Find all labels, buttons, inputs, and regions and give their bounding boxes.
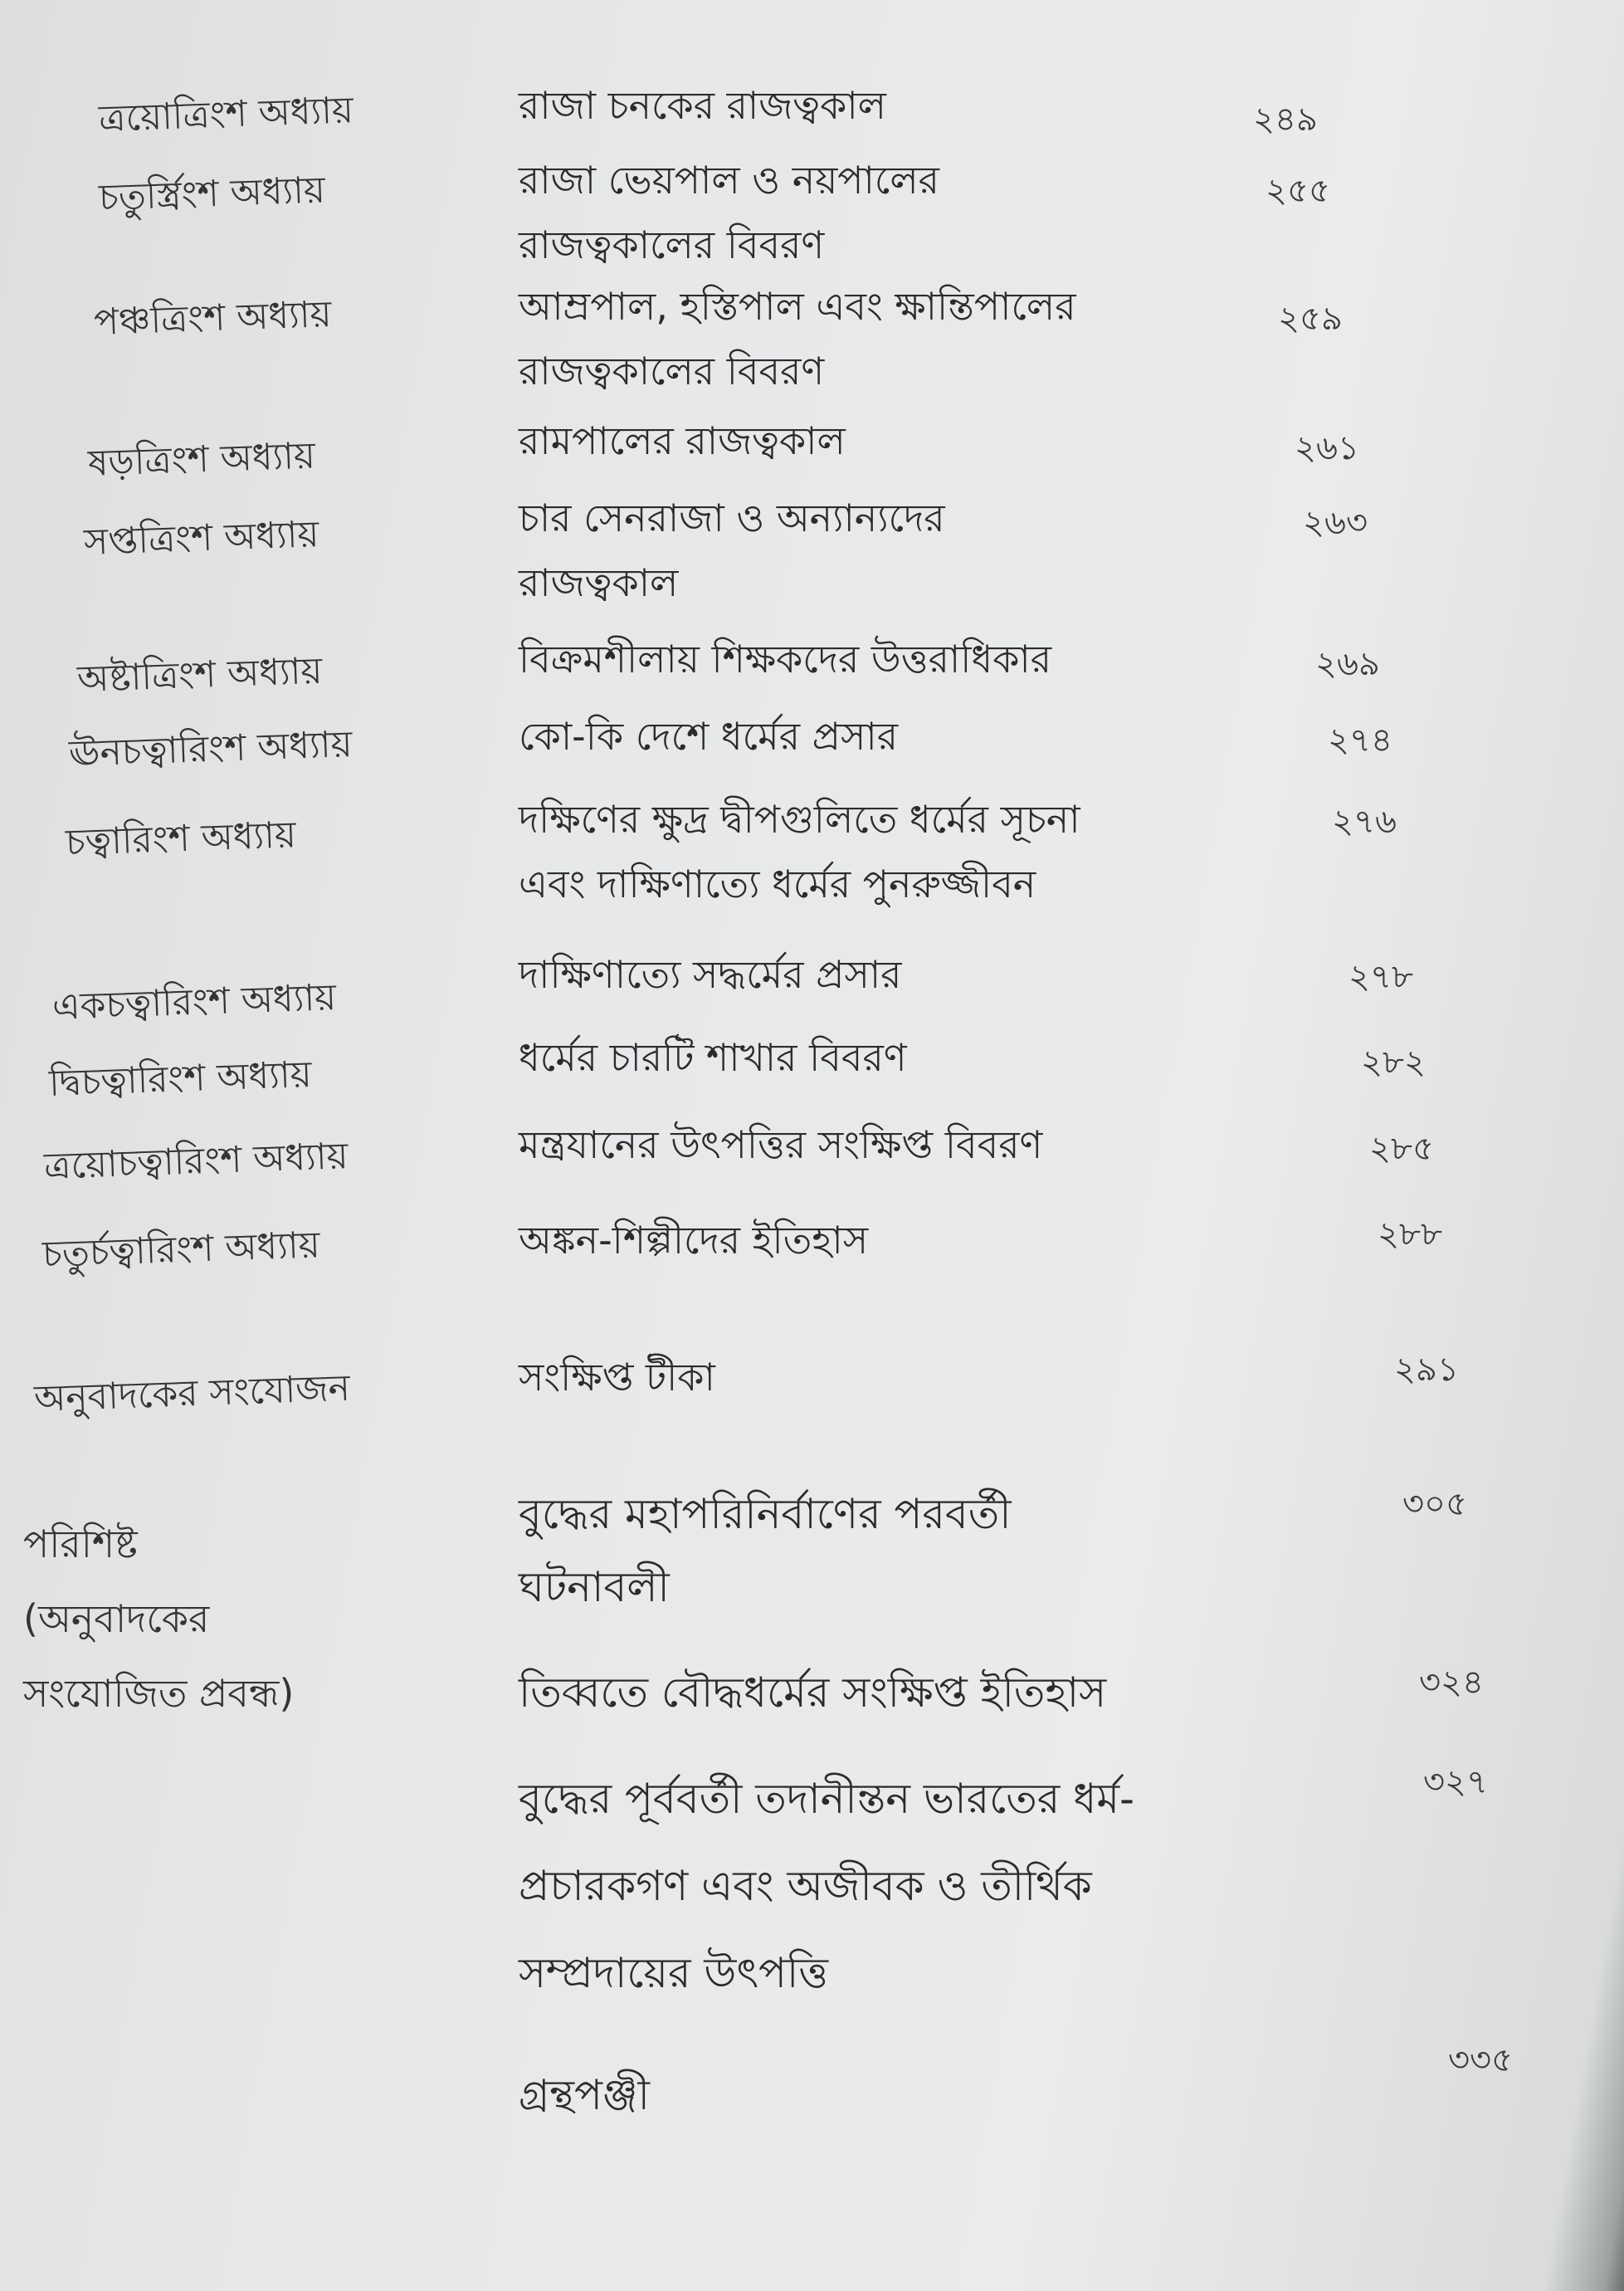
chapter-label: সপ্তত্রিংশ অধ্যায় [83,513,320,564]
page-number: ২৬৯ [1315,645,1380,683]
page-number: ২৭৬ [1332,803,1397,841]
chapter-title: কো-কি দেশে ধর্মের প্রসার [519,714,898,759]
page-number: ২৯১ [1394,1351,1459,1389]
page-number: ৩০৫ [1402,1485,1467,1523]
page-number: ২৭৮ [1348,958,1413,996]
appendix-label: পরিশিষ্ট (অনুবাদকের সংযোজিত প্রবন্ধ) [23,1522,295,1716]
page-number: ২৫৯ [1278,300,1343,338]
chapter-title: ধর্মের চারটি শাখার বিবরণ [519,1035,907,1080]
chapter-label: ত্রয়োত্রিংশ অধ্যায় [98,89,354,140]
chapter-title: মন্ত্রযানের উৎপত্তির সংক্ষিপ্ত বিবরণ [519,1122,1043,1167]
chapter-title: দক্ষিণের ক্ষুদ্র দ্বীপগুলিতে ধর্মের সূচনা এবং দাক্ষিণাত্যে ধর্মের পুনরুজ্জীবন [519,797,1080,906]
chapter-title: রাজা চনকের রাজত্বকাল [519,83,886,128]
chapter-label: ষড়ত্রিংশ অধ্যায় [87,434,316,485]
appendix-item-title: বুদ্ধের পূর্ববর্তী তদানীন্তন ভারতের ধর্ম- প্রচারকগণ এবং অজীবক ও তীর্থিক সম্প্রদায়ের উৎপত্তি [519,1775,1135,1997]
chapter-label: পঞ্চত্রিংশ অধ্যায় [93,292,333,344]
chapter-title: সংক্ষিপ্ত টীকা [519,1355,715,1400]
chapter-label: চতুর্চত্বারিংশ অধ্যায় [41,1224,321,1276]
chapter-title: চার সেনরাজা ও অন্যান্যদের রাজত্বকাল [519,496,945,605]
chapter-title: আম্রপাল, হস্তিপাল এবং ক্ষান্তিপালের রাজত্বকালের বিবরণ [519,284,1076,393]
page-number: ৩২৪ [1419,1663,1484,1702]
chapter-label: ঊনচত্বারিংশ অধ্যায় [68,723,354,775]
page-number: ২৮৮ [1378,1215,1442,1253]
page-number: ৩৩৫ [1448,2041,1513,2079]
page-number: ৩২৭ [1423,1763,1489,1801]
chapter-label: ত্রয়োচত্বারিংশ অধ্যায় [43,1135,349,1188]
chapter-label: একচত্বারিংশ অধ্যায় [51,976,337,1028]
appendix-item-title: গ্রন্থপঞ্জী [519,2071,650,2119]
page-number: ২৮৫ [1369,1130,1434,1168]
page-number: ২৪৯ [1253,100,1318,139]
chapter-title: রাজা ভেয়পাল ও নয়পালের রাজত্বকালের বিবরণ [519,158,939,267]
chapter-title: অঙ্কন-শিল্পীদের ইতিহাস [519,1218,869,1263]
page-number: ২৮২ [1361,1043,1426,1082]
page-number: ২৭৪ [1328,721,1392,760]
appendix-item-title: বুদ্ধের মহাপরিনির্বাণের পরবর্তী ঘটনাবলী [519,1490,1012,1611]
chapter-title: দাক্ষিণাত্যে সদ্ধর্মের প্রসার [519,952,902,997]
chapter-title: রামপালের রাজত্বকাল [519,418,846,463]
chapter-label: চত্বারিংশ অধ্যায় [65,813,297,864]
chapter-title: বিক্রমশীলায় শিক্ষকদের উত্তরাধিকার [519,637,1052,681]
page-number: ২৫৫ [1266,172,1330,210]
appendix-item-title: তিব্বতে বৌদ্ধধর্মের সংক্ষিপ্ত ইতিহাস [519,1668,1107,1717]
appendix-heading: অনুবাদকের সংযোজন [33,1366,351,1420]
page-number: ২৬১ [1295,429,1359,467]
page-number: ২৬৩ [1303,504,1368,542]
chapter-label: অষ্টাত্রিংশ অধ্যায় [76,649,324,701]
chapter-label: চতুর্স্ত্রিংশ অধ্যায় [98,169,326,219]
chapter-label: দ্বিচত্বারিংশ অধ্যায় [48,1053,313,1105]
